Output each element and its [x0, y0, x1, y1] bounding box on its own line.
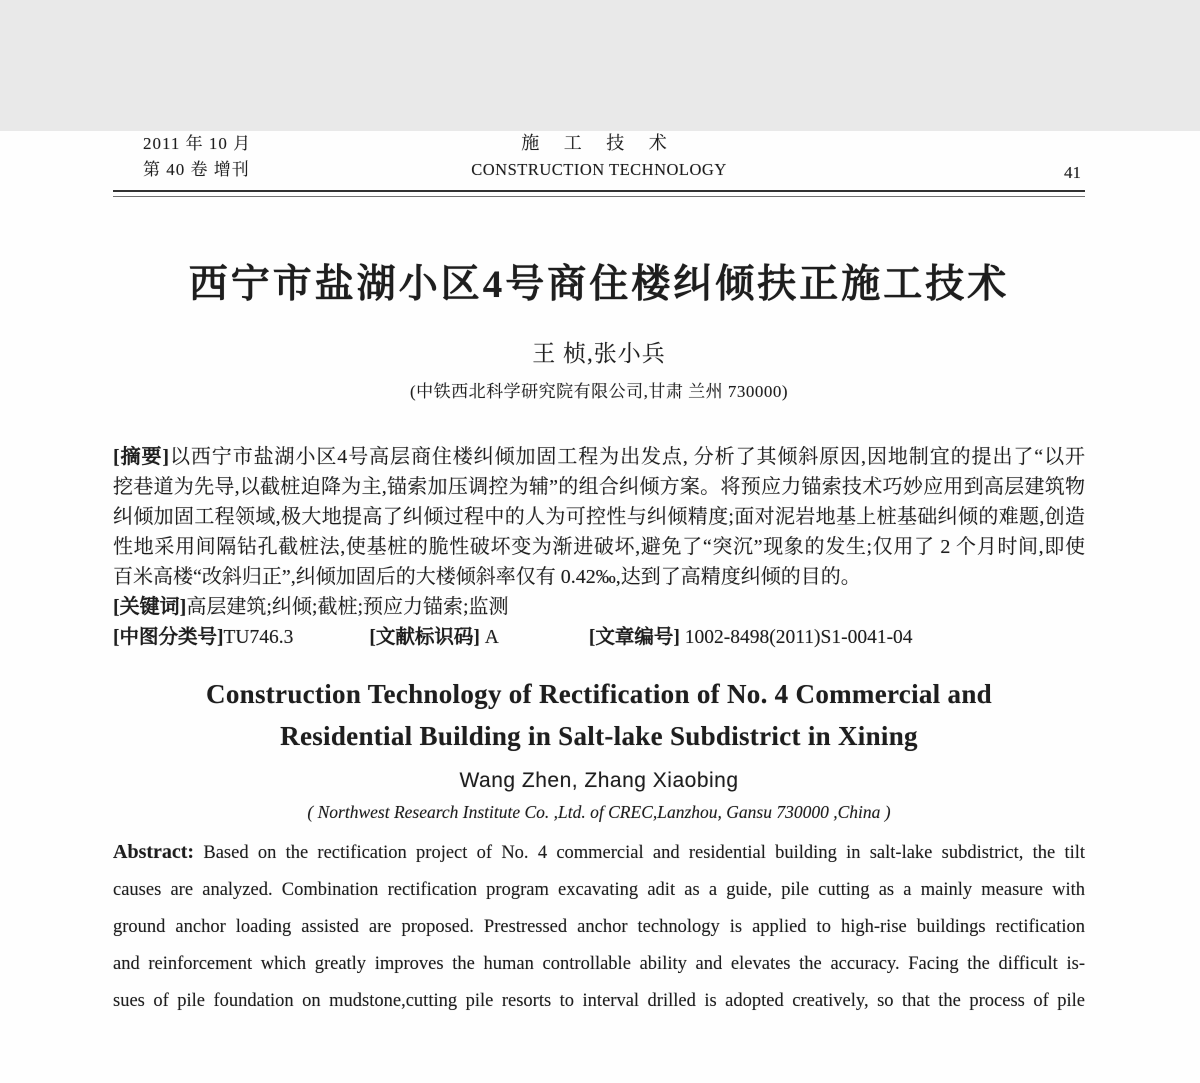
- abstract-en-text: Based on the rectification project of No. 4 commercial and residential building in salt-lake subdistrict, the tilt: [203, 843, 1086, 863]
- article-id-label: [文章编号]: [588, 627, 680, 648]
- journal-name: [113, 131, 1085, 183]
- authors-en: Wang Zhen, Zhang Xiaobing: [459, 769, 739, 792]
- abstract-cn-lines: [113, 472, 1085, 592]
- journal-name-en: CONSTRUCTION TECHNOLOGY: [471, 160, 727, 179]
- abstract-cn-text: 以西宁市盐湖小区4号高层商住楼纠倾加固工程为出发点, 分析了其倾斜原因,因地制宜的提出了“以开: [169, 446, 1085, 468]
- document-code-value: A: [479, 627, 499, 648]
- text-line: 性地采用间隔钻孔截桩法,使基桩的脆性破坏变为渐进破坏,避免了“突沉”现象的发生;仅用了 2 个月时间,即使: [113, 536, 1085, 558]
- abstract-en-lines: [113, 872, 1085, 1020]
- abstract-en-label: Abstract:: [113, 841, 195, 863]
- article-title-en-line2: Residential Building in Salt-lake Subdistrict in Xining: [280, 721, 918, 751]
- document-code-label: [文献标识码]: [369, 627, 480, 648]
- article-title-cn: 西宁市盐湖小区4号商住楼纠倾扶正施工技术: [188, 263, 1010, 306]
- issue-volume: 第 40 卷 增刊: [143, 160, 250, 179]
- text-line: 挖巷道为先导,以截桩迫降为主,锚索加压调控为辅”的组合纠倾方案。将预应力锚索技术巧妙应用到高层建筑物: [113, 476, 1085, 498]
- journal-scan-page: [0, 131, 1200, 1083]
- issue-date: 2011 年 10 月: [143, 134, 252, 153]
- page-number: 41: [1064, 163, 1081, 182]
- abstract-cn: [113, 442, 1085, 592]
- affiliation-en: ( Northwest Research Institute Co. ,Ltd. of CREC,Lanzhou, Gansu 730000 ,China ): [307, 802, 891, 822]
- keywords-label: [关键词]: [113, 596, 187, 618]
- abstract-cn-first-line: [113, 442, 1085, 472]
- keywords-cn: [113, 592, 1085, 622]
- text-line: causes are analyzed. Combination rectification program excavating adit as a guide, pile cutting as a mainly measure with: [113, 880, 1085, 900]
- page-header: [113, 131, 1085, 185]
- article-id-value: 1002-8498(2011)S1-0041-04: [679, 627, 913, 648]
- classification-line: [113, 623, 1085, 653]
- journal-name-cn: 施 工 技 术: [521, 133, 677, 153]
- article-title-en-line1: Construction Technology of Rectification of No. 4 Commercial and: [206, 679, 992, 709]
- document-code: [369, 623, 498, 653]
- keywords-text: 高层建筑;纠倾;截桩;预应力锚索;监测: [186, 596, 509, 618]
- authors-cn: 王 桢,张小兵: [532, 341, 666, 366]
- clc-label: [中图分类号]: [113, 627, 224, 648]
- article-id: [589, 623, 913, 653]
- abstract-cn-label: [摘要]: [113, 446, 170, 468]
- text-line: 百米高楼“改斜归正”,纠倾加固后的大楼倾斜率仅有 0.42‰,达到了高精度纠倾的目的。: [113, 566, 861, 588]
- clc-number: [113, 623, 293, 653]
- header-rule: [113, 190, 1085, 197]
- abstract-en-first-line: [113, 834, 1085, 872]
- article-title-en: [113, 673, 1085, 757]
- abstract-en: [113, 834, 1085, 1020]
- text-line: sues of pile foundation on mudstone,cutting pile resorts to interval drilled is adopted creatively, so that the process of pile: [113, 991, 1085, 1011]
- clc-value: TU746.3: [223, 627, 294, 648]
- text-line: 纠倾加固工程领域,极大地提高了纠倾过程中的人为可控性与纠倾精度;面对泥岩地基上桩基础纠倾的难题,创造: [113, 506, 1085, 528]
- text-line: ground anchor loading assisted are proposed. Prestressed anchor technology is applied to high-rise buildings rectification: [113, 917, 1085, 937]
- affiliation-cn: (中铁西北科学研究院有限公司,甘肃 兰州 730000): [409, 382, 789, 401]
- text-line: and reinforcement which greatly improves the human controllable ability and elevates the accuracy. Facing the difficult is-: [113, 954, 1085, 974]
